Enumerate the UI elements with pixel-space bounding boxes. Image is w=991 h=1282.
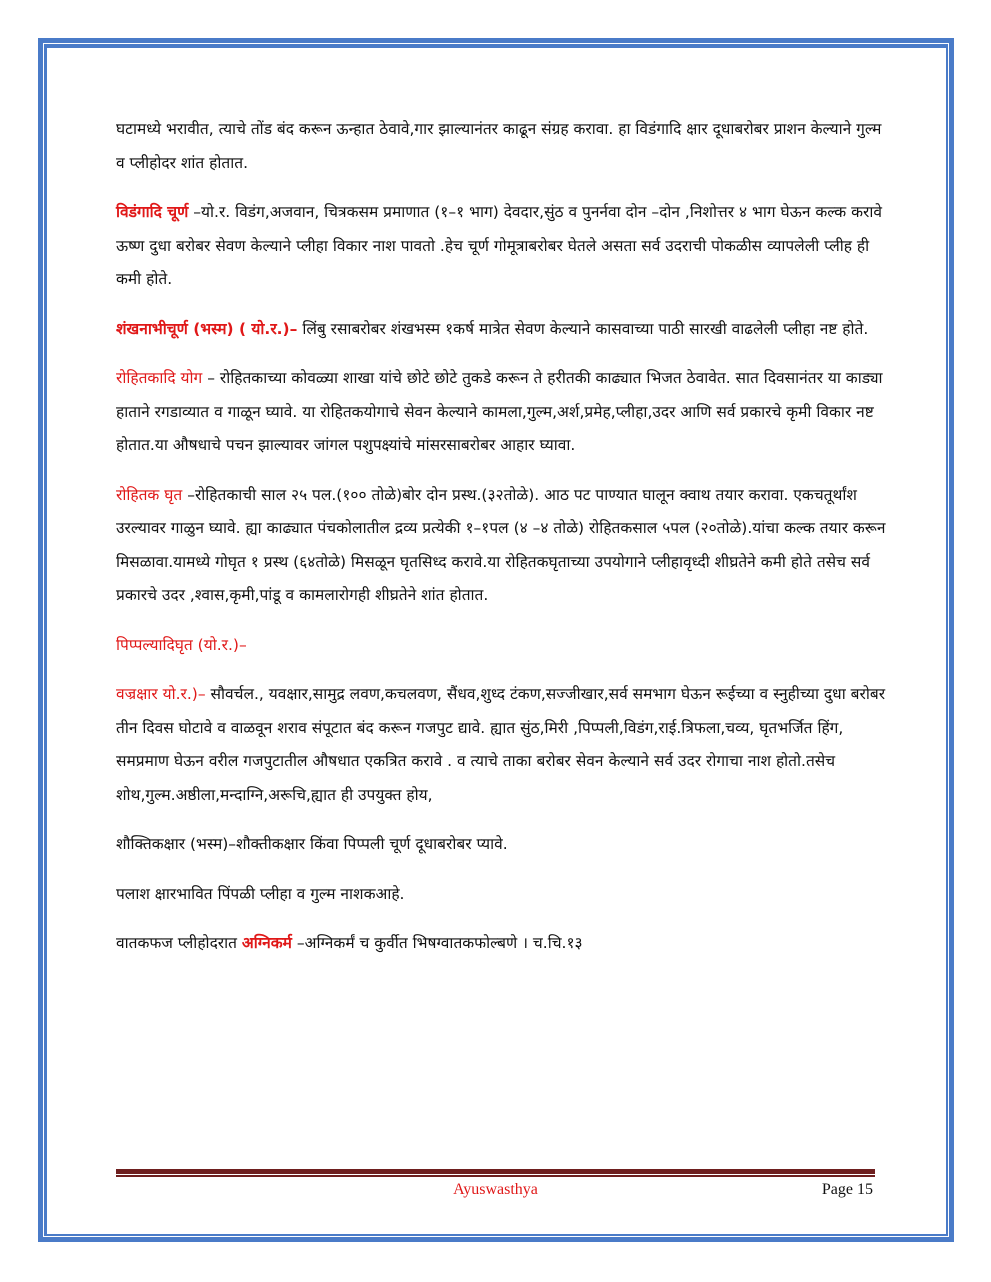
section-heading: रोहितकादि योग: [116, 369, 203, 387]
paragraph-shankhanabhi-churna: [116, 313, 886, 347]
paragraph-text: –अग्निकर्मं च कुर्वीत भिषग्वातकफोल्बणे । च.चि.१३: [291, 934, 583, 952]
paragraph-rohitak-ghrit: [116, 479, 886, 613]
paragraph-vajrakshar: [116, 678, 886, 812]
paragraph-agnikarma: [116, 927, 886, 961]
paragraph-text: –रोहितकाची साल २५ पल.(१०० तोळे)बोर दोन प्रस्थ.(३२तोळे). आठ पट पाण्यात घालून क्वाथ तयार करावा. एकचतूर्थांश उरल्यावर गाळुन घ्यावे. ह्या काढ्यात पंचकोलातील द्रव्य प्रत्येकी १–१पल (४ –४ तोळे) रोहितकसाल ५पल (२०तोळे).यांचा कल्क तयार करून मिसळावा.यामध्ये गोघृत १ प्रस्थ (६४तोळे) मिसळून घृतसिध्द करावे.या रोहितकघृताच्या उपयोगाने प्लीहावृध्दी शीघ्रतेने कमी होते तसेच सर्व प्रकारचे उदर ,श्वास,कृमी,पांडू व कामलारोगही शीघ्रतेने शांत होतात.: [116, 485, 886, 604]
section-heading: वज्रक्षार यो.र.)–: [116, 685, 206, 703]
paragraph-vidangadi-kshar: [116, 113, 886, 180]
section-heading: अग्निकर्म: [241, 934, 292, 952]
section-heading: विडंगादि चूर्ण: [116, 203, 189, 221]
paragraph-text: शौक्तिकक्षार (भस्म)–शौक्तीकक्षार किंवा पिप्पली चूर्ण दूधाबरोबर प्यावे.: [116, 835, 508, 853]
paragraph-text: –यो.र. विडंग,अजवान, चित्रकसम प्रमाणात (१–१ भाग) देवदार,सुंठ व पुनर्नवा दोन –दोन ,निशोत्तर ४ भाग घेऊन कल्क करावे ऊष्ण दुधा बरोबर सेवण केल्याने प्लीहा विकार नाश पावतो .हेच चूर्ण गोमूत्राबरोबर घेतले असता सर्व उदराची पोकळीस व्यापलेली प्लीह ही कमी होते.: [116, 203, 882, 288]
paragraph-text: घटामध्ये भरावीत, त्याचे तोंड बंद करून ऊन्हात ठेवावे,गार झाल्यानंतर काढून संग्रह करावा. हा विडंगादि क्षार दूधाबरोबर प्राशन केल्याने गुल्म व प्लीहोदर शांत होतात.: [116, 120, 882, 172]
section-heading: रोहितक घृत: [116, 485, 183, 504]
paragraph-rohitakadi-yog: [116, 362, 886, 463]
footer-brand: Ayuswasthya: [453, 1181, 538, 1198]
footer-rule-thin: [116, 1175, 875, 1177]
footer-rule-thick: [116, 1169, 875, 1174]
paragraph-palash-kshar: [116, 878, 886, 912]
paragraph-vidangadi-churna: [116, 196, 886, 297]
paragraph-text: लिंबु रसाबरोबर शंखभस्म १कर्ष मात्रेत सेवण केल्याने कासवाच्या पाठी सारखी वाढलेली प्लीहा नष्ट होते.: [297, 319, 869, 338]
paragraph-text: – रोहितकाच्या कोवळ्या शाखा यांचे छोटे छोटे तुकडे करून ते हरीतकी काढ्यात भिजत ठेवावेत. सात दिवसानंतर या काड्या हाताने रगडाव्यात व गाळून घ्यावे. या रोहितकयोगाचे सेवन केल्याने कामला,गुल्म,अर्श,प्रमेह,प्लीहा,उदर आणि सर्व प्रकारचे कृमी विकार नष्ट होतात.या औषधाचे पचन झाल्यावर जांगल पशुपक्ष्यांचे मांसरसाबरोबर आहार घ्यावा.: [116, 369, 883, 454]
footer-page-number: Page 15: [821, 1181, 873, 1198]
section-heading: पिप्पल्यादिघृत (यो.र.)–: [116, 635, 247, 654]
paragraph-lead-text: वातकफज प्लीहोदरात: [116, 934, 242, 952]
document-body: [116, 113, 886, 977]
paragraph-pippalyadi-ghrit: [116, 629, 886, 663]
paragraph-text: सौवर्चल., यवक्षार,सामुद्र लवण,कचलवण, सैंधव,शुध्द टंकण,सज्जीखार,सर्व समभाग घेऊन रूईच्या व स्नुहीच्या दुधा बरोबर तीन दिवस घोटावे व वाळवून शराव संपूटात बंद करून गजपुट द्यावे. ह्यात सुंठ,मिरी ,पिप्पली,विडंग,राई.त्रिफला,चव्य, घृतभर्जित हिंग, समप्रमाण घेऊन वरील गजपुटातील औषधात एकत्रित करावे . व त्याचे ताका बरोबर सेवन केल्याने सर्व उदर रोगाचा नाश होतो.तसेच शोथ,गुल्म.अष्ठीला,मन्दाग्नि,अरूचि,ह्यात ही उपयुक्त होय,: [116, 685, 886, 804]
paragraph-shauktik-kshar: [116, 828, 886, 862]
section-heading: शंखनाभीचूर्ण (भस्म) ( यो.र.)–: [116, 319, 298, 338]
paragraph-text: पलाश क्षारभावित पिंपळी प्लीहा व गुल्म नाशकआहे.: [116, 884, 405, 903]
